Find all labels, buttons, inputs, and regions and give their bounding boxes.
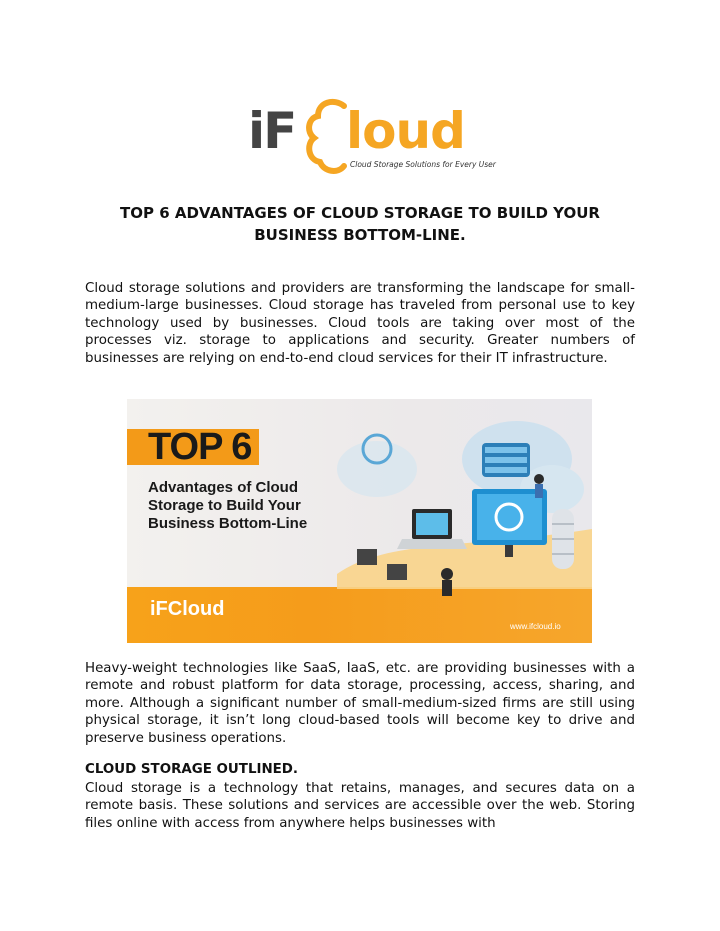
section-paragraph: Cloud storage is a technology that retains, manages, and secures data on a remote basis. These solutions and services are accessible over the web. Storing files online with access from anywhere helps businesses with [85, 781, 635, 831]
section-heading: CLOUD STORAGE OUTLINED. [85, 762, 299, 777]
banner-heading: TOP 6 [148, 426, 252, 468]
banner-url: www.ifcloud.io [510, 622, 561, 631]
cloud-logo-icon [304, 96, 352, 176]
body-paragraph: Heavy-weight technologies like SaaS, IaaS, etc. are providing businesses with a remote and robust platform for data storage, processing, access, sharing, and more. Although a significant number of small-medium-sized firms are still using physical storage, it isn’t long cloud-based tools will become key to drive and preserve business operations. [85, 661, 635, 746]
logo-prefix: iF [248, 102, 296, 160]
logo-tagline: Cloud Storage Solutions for Every User [350, 160, 496, 169]
ifcloud-logo [248, 96, 496, 178]
cloud-storage-illustration [317, 399, 592, 643]
banner-logo: iFCloud [150, 598, 225, 620]
logo-suffix: loud [346, 102, 465, 160]
banner-subtitle: Advantages of Cloud Storage to Build Your Business Bottom-Line [148, 479, 308, 532]
document-title: TOP 6 ADVANTAGES OF CLOUD STORAGE TO BUILD YOUR BUSINESS BOTTOM-LINE. [120, 204, 600, 244]
article-banner-image [127, 399, 592, 643]
intro-paragraph: Cloud storage solutions and providers are transforming the landscape for small-medium-large businesses. Cloud storage has traveled from personal use to key technology used by businesses. Cloud tools are taking over most of the processes viz. storage to applications and security. Greater numbers of businesses are relying on end-to-end cloud services for their IT infrastructure. [85, 281, 635, 366]
